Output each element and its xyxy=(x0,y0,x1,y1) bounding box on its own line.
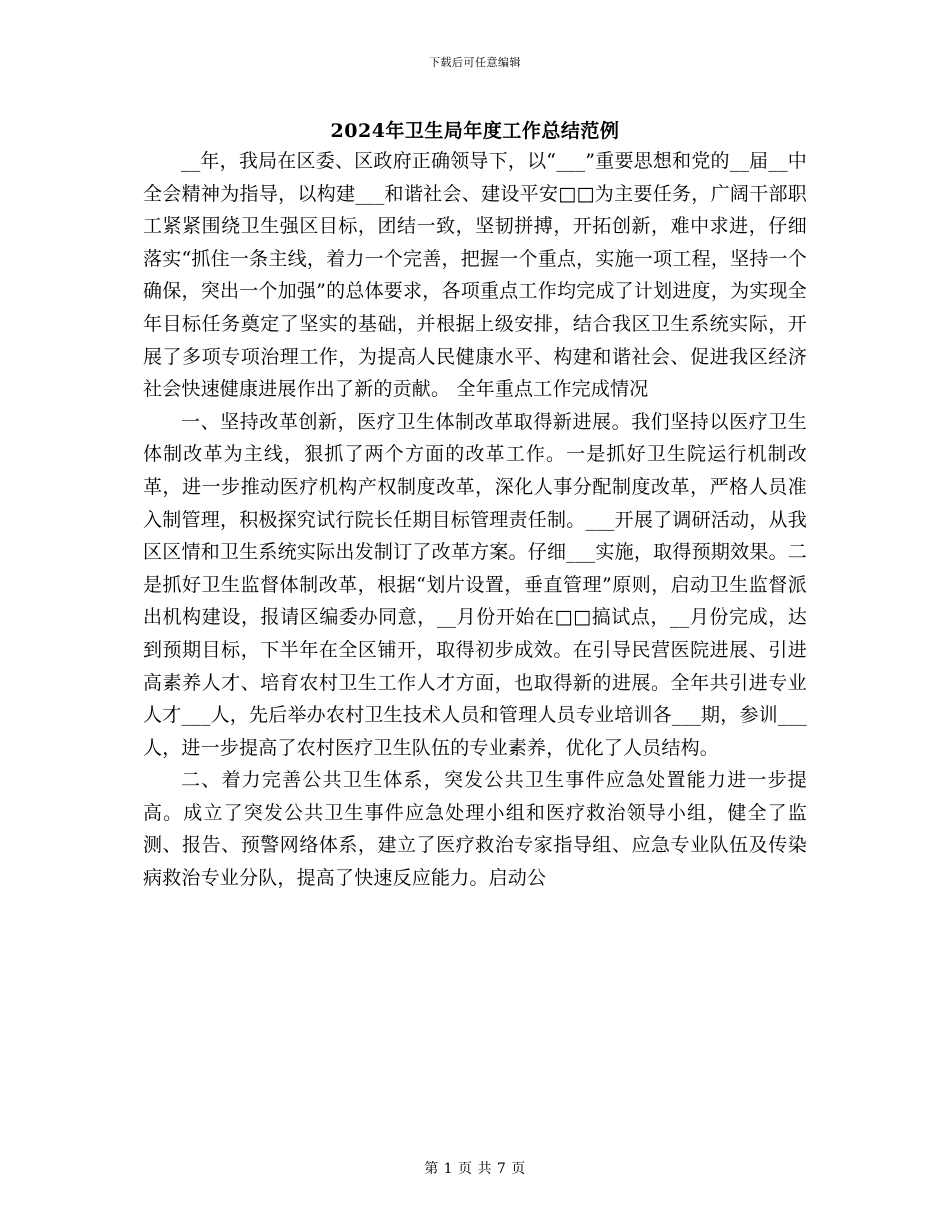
paragraph-section-2: 二、着力完善公共卫生体系，突发公共卫生事件应急处置能力进一步提高。成立了突发公共卫生事件应急处理小组和医疗救治领导小组，健全了监测、报告、预警网络体系，建立了医疗救治专家指导组、应急专业队伍及传染病救治专业分队，提高了快速反应能力。启动公 xyxy=(143,769,807,890)
header-note: 下载后可任意编辑 xyxy=(429,56,521,69)
paragraph-section-1: 一、坚持改革创新，医疗卫生体制改革取得新进展。我们坚持以医疗卫生体制改革为主线，狠抓了两个方面的改革工作。一是抓好卫生院运行机制改革，进一步推动医疗机构产权制度改革，深化人事分配制度改革，严格人员准入制管理，积极探究试行院长任期目标管理责任制。___开展了调研活动，从我区区情和卫生系统实际出发制订了改革方案。仔细___实施，取得预期效果。二是抓好卫生监督体制改革，根据“划片设置，垂直管理”原则，启动卫生监督派出机构建设，报请区编委办同意，__月份开始在□□搞试点，__月份完成，达到预期目标，下半年在全区铺开，取得初步成效。在引导民营医院进展、引进高素养人才、培育农村卫生工作人才方面，也取得新的进展。全年共引进专业人才___人，先后举办农村卫生技术人员和管理人员专业培训各___期，参训___人，进一步提高了农村医疗卫生队伍的专业素养，优化了人员结构。 xyxy=(143,410,807,759)
page-number-footer: 第 1 页 共 7 页 xyxy=(424,1161,526,1177)
document-body xyxy=(143,145,807,895)
paragraph-intro: __年，我局在区委、区政府正确领导下，以“___”重要思想和党的__届__中全会精神为指导，以构建___和谐社会、建设平安□□为主要任务，广阔干部职工紧紧围绕卫生强区目标，团结一致，坚韧拼搏，开拓创新，难中求进，仔细落实“抓住一条主线，着力一个完善，把握一个重点，实施一项工程，坚持一个确保，突出一个加强”的总体要求，各项重点工作均完成了计划进度，为实现全年目标任务奠定了坚实的基础，并根据上级安排，结合我区卫生系统实际，开展了多项专项治理工作，为提高人民健康水平、构建和谐社会、促进我区经济社会快速健康进展作出了新的贡献。 全年重点工作完成情况 xyxy=(143,150,807,401)
document-title: 2024年卫生局年度工作总结范例 xyxy=(330,120,620,142)
